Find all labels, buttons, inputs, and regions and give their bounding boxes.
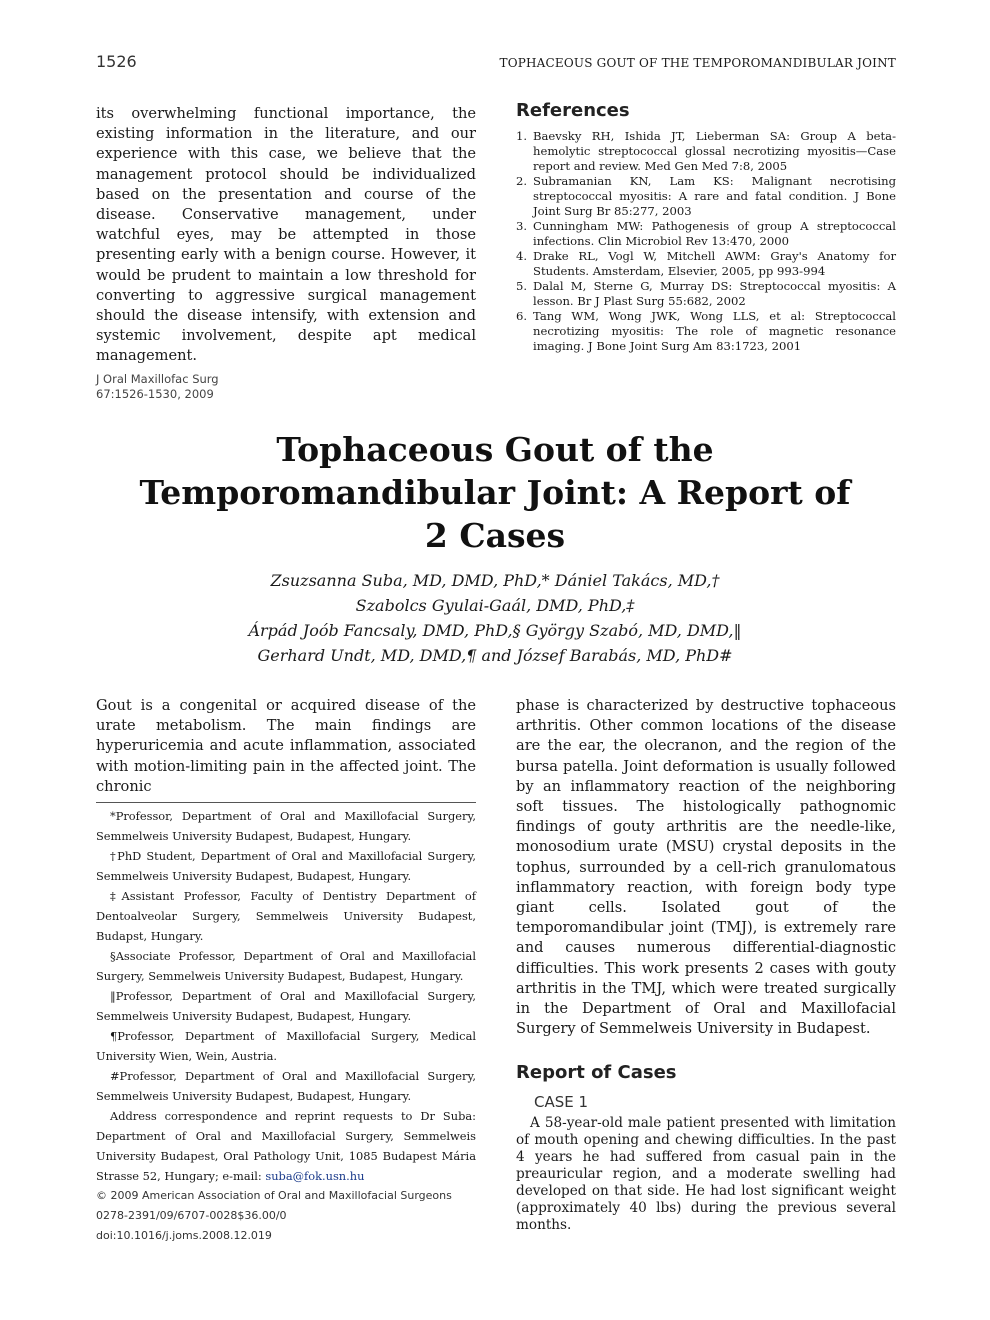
reference-item: 5. Dalal M, Sterne G, Murray DS: Streptococcal myositis: A lesson. Br J Plast Surg 55:682, 2002: [516, 279, 896, 308]
case-paragraph: A 58-year-old male patient presented with limitation of mouth opening and chewing difficulties. In the past 4 years he had suffered from casual pain in the preauricular region, and a moderate swelling had developed on that side. He had lost significant weight (approximately 40 lbs) during the previous several months.: [516, 1115, 896, 1233]
reference-item: 1. Baevsky RH, Ishida JT, Lieberman SA: Group A beta-hemolytic streptococcal glossal necrotizing myositis—Case report and review. Med Gen Med 7:8, 2005: [516, 129, 896, 173]
intro-right-column: [516, 696, 896, 1039]
case-label: CASE 1: [534, 1093, 589, 1111]
running-title: TOPHACEOUS GOUT OF THE TEMPOROMANDIBULAR JOINT: [499, 56, 896, 70]
affiliation-note: ‖Professor, Department of Oral and Maxillofacial Surgery, Semmelweis University Budapest, Budapest, Hungary.: [96, 989, 476, 1023]
author-list: Zsuzsanna Suba, MD, DMD, PhD,* Dániel Takács, MD,† Szabolcs Gyulai-Gaál, DMD, PhD,‡ Árpád Joób Fancsaly, DMD, PhD,§ György Szabó, MD, DMD,‖ Gerhard Undt, MD, DMD,¶ and József Barabás, MD, PhD#: [248, 571, 742, 665]
references-section: [516, 100, 896, 354]
issn-line: 0278-2391/09/6707-0028$36.00/0: [96, 1209, 287, 1222]
reference-item: 4. Drake RL, Vogl W, Mitchell AWM: Gray's Anatomy for Students. Amsterdam, Elsevier, 2005, pp 993-994: [516, 249, 896, 278]
references-heading: References: [516, 100, 630, 121]
doi-line: doi:10.1016/j.joms.2008.12.019: [96, 1229, 272, 1242]
journal-citation: [96, 372, 219, 401]
intro-paragraph-continued: phase is characterized by destructive tophaceous arthritis. Other common locations of the disease are the ear, the olecranon, and the region of the bursa patella. Joint deformation is usually followed by an inflammatory reaction of the neighboring soft tissues. The histologically pathognomic findings of gouty arthritis are the needle-like, monosodium urate (MSU) crystal deposits in the tophus, surrounded by a cell-rich granulomatous inflammatory reaction, with foreign body type giant cells. Isolated gout of the temporomandibular joint (TMJ), is extremely rare and causes numerous differential-diagnostic difficulties. This work presents 2 cases with gouty arthritis in the TMJ, which were treated surgically in the Department of Oral and Maxillofacial Surgery of Semmelweis University in Budapest.: [516, 697, 896, 1038]
affiliation-note: §Associate Professor, Department of Oral and Maxillofacial Surgery, Semmelweis University Budapest, Budapest, Hungary.: [96, 949, 476, 983]
footnote-divider: [96, 802, 476, 803]
intro-left-column: [96, 696, 476, 797]
correspondence-note: Address correspondence and reprint requests to Dr Suba: Department of Oral and Maxillofacial Surgery, Semmelweis University Budapest, Oral Pathology Unit, 1085 Budapest Mária Strasse 52, Hungary; e-mail: suba@fok.usn.hu: [96, 1109, 476, 1183]
report-heading: Report of Cases: [516, 1062, 677, 1083]
email-link[interactable]: suba@fok.usn.hu: [265, 1169, 365, 1183]
copyright-line: © 2009 American Association of Oral and Maxillofacial Surgeons: [96, 1189, 452, 1202]
intro-paragraph: Gout is a congenital or acquired disease of the urate metabolism. The main findings are hyperuricemia and acute inflammation, associated with motion-limiting pain in the affected joint. The chronic: [96, 697, 476, 795]
references-list: [516, 129, 896, 354]
page-number: 1526: [96, 52, 137, 71]
previous-article-closing: [96, 104, 476, 367]
footnotes: [96, 806, 476, 1246]
affiliation-note: #Professor, Department of Oral and Maxillofacial Surgery, Semmelweis University Budapest, Budapest, Hungary.: [96, 1069, 476, 1103]
reference-item: 3. Cunningham MW: Pathogenesis of group A streptococcal infections. Clin Microbiol Rev 13:470, 2000: [516, 219, 896, 248]
reference-item: 6. Tang WM, Wong JWK, Wong LLS, et al: Streptococcal necrotizing myositis: The role of magnetic resonance imaging. J Bone Joint Surg Am 83:1723, 2001: [516, 309, 896, 353]
reference-item: 2. Subramanian KN, Lam KS: Malignant necrotising streptococcal myositis: A rare and fatal condition. J Bone Joint Surg Br 85:277, 2003: [516, 174, 896, 218]
affiliation-note: ¶Professor, Department of Maxillofacial Surgery, Medical University Wien, Wein, Austria.: [96, 1029, 476, 1063]
closing-paragraph: its overwhelming functional importance, the existing information in the literature, and our experience with this case, we believe that the management protocol should be individualized based on the presentation and course of the disease. Conservative management, under watchful eyes, may be attempted in those presenting early with a benign course. However, it would be prudent to maintain a low threshold for converting to aggressive surgical management should the disease intensify, with extension and systemic involvement, despite apt medical management.: [96, 105, 476, 365]
citation-journal: J Oral Maxillofac Surg: [96, 372, 219, 386]
article-title: Tophaceous Gout of the Temporomandibular Joint: A Report of 2 Cases: [139, 430, 851, 555]
affiliation-note: *Professor, Department of Oral and Maxillofacial Surgery, Semmelweis University Budapest, Budapest, Hungary.: [96, 809, 476, 843]
affiliation-note: †PhD Student, Department of Oral and Maxillofacial Surgery, Semmelweis University Budapest, Budapest, Hungary.: [96, 849, 476, 883]
affiliation-note: ‡Assistant Professor, Faculty of Dentistry Department of Dentoalveolar Surgery, Semmelweis University Budapest, Budapst, Hungary.: [96, 889, 476, 943]
citation-volume: 67:1526-1530, 2009: [96, 386, 214, 401]
report-of-cases-section: [516, 1062, 896, 1234]
